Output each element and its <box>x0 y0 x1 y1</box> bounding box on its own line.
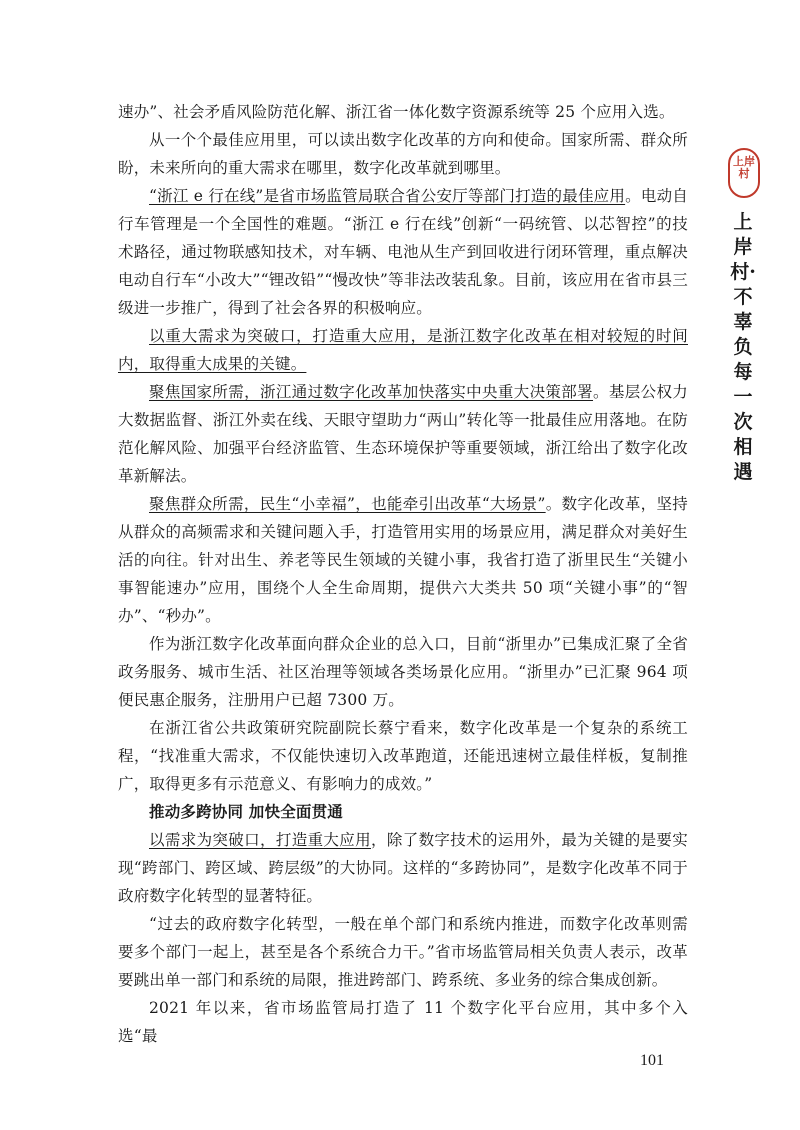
paragraph: 作为浙江数字化改革面向群众企业的总入口，目前“浙里办”已集成汇聚了全省政务服务、城市生活、社区治理等领域各类场景化应用。“浙里办”已汇聚 964 项便民惠企服务，注册用户已超 7300 万。 <box>118 635 688 709</box>
underlined-sentence: 以需求为突破口，打造重大应用 <box>149 831 371 849</box>
article-body <box>118 98 688 1050</box>
paragraph: 从一个个最佳应用里，可以读出数字化改革的方向和使命。国家所需、群众所盼，未来所向的重大需求在哪里，数字化改革就到哪里。 <box>118 131 688 177</box>
paragraph <box>118 490 688 630</box>
paragraph <box>118 826 688 910</box>
paragraph-text: 。数字化改革，坚持从群众的高频需求和关键问题入手，打造管用实用的场景应用，满足群众对美好生活的向往。针对出生、养老等民生领域的关键小事，我省打造了浙里民生“关键小事智能速办”应用，围绕个人全生命周期，提供六大类共 50 项“关键小事”的“智办”、“秒办”。 <box>118 495 688 625</box>
paragraph-text: 。基层公权力大数据监督、浙江外卖在线、天眼守望助力“两山”转化等一批最佳应用落地。在防范化解风险、加强平台经济监管、生态环境保护等重要领域，浙江给出了数字化改革新解法。 <box>118 383 689 485</box>
section-heading: 推动多跨协同 加快全面贯通 <box>149 803 343 821</box>
paragraph: “过去的政府数字化转型，一般在单个部门和系统内推进，而数字化改革则需要多个部门一起上，甚至是各个系统合力干。”省市场监管局相关负责人表示，改革要跳出单一部门和系统的局限，推进跨部门、跨系统、多业务的综合集成创新。 <box>118 915 688 989</box>
paragraph <box>118 322 688 378</box>
book-series-title: 上岸村·不辜负每一次相遇 <box>730 211 756 483</box>
paragraph: 2021 年以来，省市场监管局打造了 11 个数字化平台应用，其中多个入选“最 <box>118 999 688 1045</box>
paragraph-text: 。电动自行车管理是一个全国性的难题。“浙江 e 行在线”创新“一码统管、以芯智控”的技术路径，通过物联感知技术，对车辆、电池从生产到回收进行闭环管理，重点解决电动自行车“小改大”“锂改铅”“慢改快”等非法改装乱象。目前，该应用在省市县三级进一步推广，得到了社会各界的积极响应。 <box>118 187 688 317</box>
village-seal-logo: 上岸村 <box>728 148 760 198</box>
paragraph: 速办”、社会矛盾风险防范化解、浙江省一体化数字资源系统等 25 个应用入选。 <box>118 103 675 121</box>
underlined-sentence: 聚焦群众所需，民生“小幸福”，也能牵引出改革“大场景” <box>149 495 546 513</box>
underlined-sentence: 以重大需求为突破口，打造重大应用，是浙江数字化改革在相对较短的时间内，取得重大成果的关键。 <box>118 327 688 373</box>
paragraph: 在浙江省公共政策研究院副院长蔡宁看来，数字化改革是一个复杂的系统工程，“找准重大需求，不仅能快速切入改革跑道，还能迅速树立最佳样板，复制推广，取得更多有示范意义、有影响力的成效。” <box>118 719 688 793</box>
paragraph-text: ，除了数字技术的运用外，最为关键的是要实现“跨部门、跨区域、跨层级”的大协同。这样的“多跨协同”，是数字化改革不同于政府数字化转型的显著特征。 <box>118 831 688 905</box>
paragraph <box>118 378 688 490</box>
underlined-sentence: “浙江 e 行在线”是省市场监管局联合省公安厅等部门打造的最佳应用 <box>149 187 626 205</box>
underlined-sentence: 聚焦国家所需，浙江通过数字化改革加快落实中央重大决策部署 <box>149 383 594 401</box>
paragraph <box>118 182 688 322</box>
page-number: 101 <box>640 1052 664 1069</box>
